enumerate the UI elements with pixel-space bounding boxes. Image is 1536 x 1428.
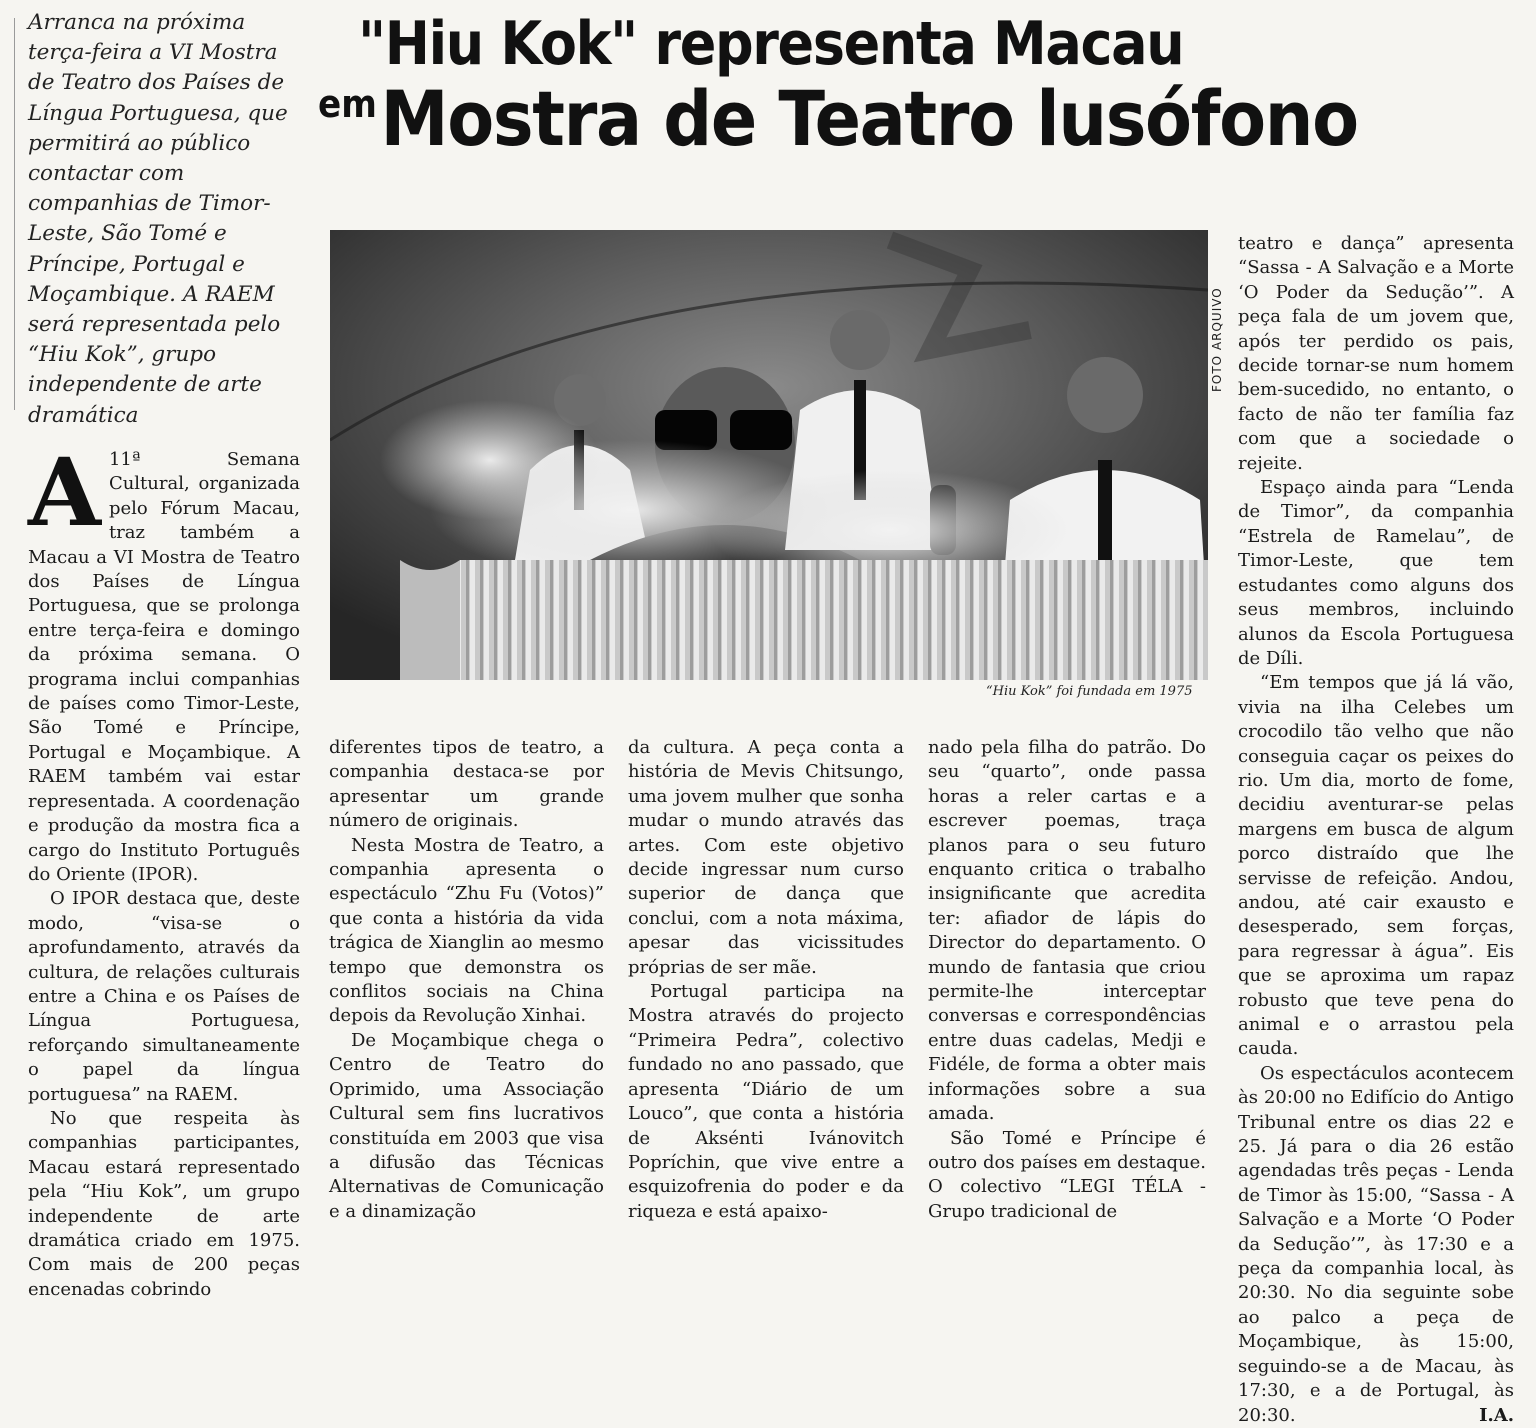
paragraph: A 11ª Semana Cultural, organizada pelo Fórum Macau, traz também a Macau a VI Mostra de Teatro dos Países de Língua Portuguesa, que se prolonga entre terça-feira e domingo da próxima semana. O programa inclui companhias de países como Timor-Leste, São Tomé e Príncipe, Portugal e Moçambique. A RAEM também vai estar representada. A coordenação e produção da mostra fica a cargo do Instituto Português do Oriente (IPOR). (28, 438, 300, 885)
paragraph: O IPOR destaca que, deste modo, “visa-se o aprofundamento, através da cultura, de relações culturais entre a China e os Países de Língua Portuguesa, reforçando simultaneamente o papel da língua portuguesa” na RAEM. (28, 888, 300, 1105)
paragraph: Nesta Mostra de Teatro, a companhia apresenta o espectáculo “Zhu Fu (Votos)” que conta a história da vida trágica de Xianglin ao mesmo tempo que demonstra os conflitos sociais na China depois da Revolução Xinhai. (329, 834, 604, 1027)
paragraph: diferentes tipos de teatro, a companhia destaca-se por apresentar um grande número de originais. (329, 737, 604, 832)
photo-caption: “Hiu Kok” foi fundada em 1975 (986, 684, 1193, 699)
lead-rule (14, 18, 15, 410)
paragraph: Portugal participa na Mostra através do projecto “Primeira Pedra”, colectivo fundado no ano passado, que apresenta “Diário de um Louco”, que conta a história de Aksénti Ivánovitch Popríchin, que vive entre a esquizofrenia do poder e da riqueza e está apaixo- (628, 981, 904, 1222)
photo-image (330, 230, 1208, 680)
photo-credit: FOTO ARQUIVO (1210, 287, 1224, 392)
drop-cap: A (28, 438, 101, 548)
paragraph: São Tomé e Príncipe é outro dos países em destaque. O colectivo “LEGI TÉLA - Grupo tradicional de (928, 1127, 1206, 1222)
photo (330, 230, 1208, 680)
headline-line2-wrap (318, 74, 1358, 164)
paragraph: Espaço ainda para “Lenda de Timor”, da companhia “Estrela de Ramelau”, de Timor-Leste, que tem estudantes como alguns dos seus membros, incluindo alunos da Escola Portuguesa de Díli. (1238, 477, 1514, 669)
headline-line2: Mostra de Teatro lusófono (380, 74, 1358, 163)
paragraph: teatro e dança” apresenta “Sassa - A Salvação e a Morte ‘O Poder da Sedução’”. A peça fala de um jovem que, após ter perdido os pais, decide tornar-se num homem bem-sucedido, no entanto, o facto de não ter família faz com que a sociedade o rejeite. (1238, 233, 1514, 474)
article-column-3 (628, 736, 904, 1224)
paragraph: nado pela filha do patrão. Do seu “quarto”, onde passa horas a reler cartas e a escrever poemas, traça planos para o seu futuro enquanto critica o trabalho insignificante que acredita ter: afiador de lápis do Director do departamento. O mundo de fantasia que criou permite-lhe interceptar conversas e correspondências entre duas cadelas, Medji e Fidéle, de forma a obter mais informações sobre a sua amada. (928, 737, 1206, 1125)
lead-paragraph: Arranca na próxima terça-feira a VI Mostra de Teatro dos Países de Língua Portuguesa, que permitirá ao público contactar com companhias de Timor-Leste, São Tomé e Príncipe, Portugal e Moçambique. A RAEM será representada pelo “Hiu Kok”, grupo independente de arte dramática (28, 10, 288, 428)
article-column-4 (928, 736, 1206, 1224)
author-signature: I.A. (1479, 1404, 1514, 1426)
article-column-2 (329, 736, 604, 1224)
paragraph: No que respeita às companhias participantes, Macau estará representado pela “Hiu Kok”, um grupo independente de arte dramática criado em 1975. Com mais de 200 peças encenadas cobrindo (28, 1107, 300, 1300)
headline-line1: "Hiu Kok" representa Macau (358, 9, 1184, 79)
paragraph: “Em tempos que já lá vão, vivia na ilha Celebes um crocodilo tão velho que não conseguia caçar os peixes do rio. Um dia, morto de fome, decidiu aventurar-se pelas margens em busca de algum porco distraído que lhe servisse de refeição. Andou, andou, até cair exausto e desesperado, sem forças, para regressar à água”. Eis que se aproxima um rapaz robusto que teve pena do animal e o arrastou pela cauda. (1238, 672, 1514, 1060)
paragraph: Os espectáculos acontecem às 20:00 no Edifício do Antigo Tribunal entre os dias 22 e 25. Já para o dia 26 estão agendadas três peças - Lenda de Timor às 15:00, “Sassa - A Salvação e a Morte ‘O Poder da Sedução’”, às 17:30 e a peça da companhia local, às 20:30. No dia seguinte sobe ao palco a peça de Moçambique, às 15:00, seguindo-se a de Macau, às 17:30, e a de Portugal, às 20:30. I.A. (1238, 1062, 1514, 1428)
paragraph: da cultura. A peça conta a história de Mevis Chitsungo, uma jovem mulher que sonha mudar o mundo através das artes. Com este objetivo decide ingressar num curso superior de dança que conclui, com a nota máxima, apesar das vicissitudes próprias de ser mãe. (628, 737, 904, 978)
article-column-5 (1238, 232, 1514, 1428)
article-column-1 (28, 438, 300, 1302)
headline-em: em (318, 82, 377, 126)
paragraph: De Moçambique chega o Centro de Teatro do Oprimido, uma Associação Cultural sem fins lucrativos constituída em 2003 que visa a difusão das Técnicas Alternativas de Comunicação e a dinamização (329, 1029, 604, 1222)
